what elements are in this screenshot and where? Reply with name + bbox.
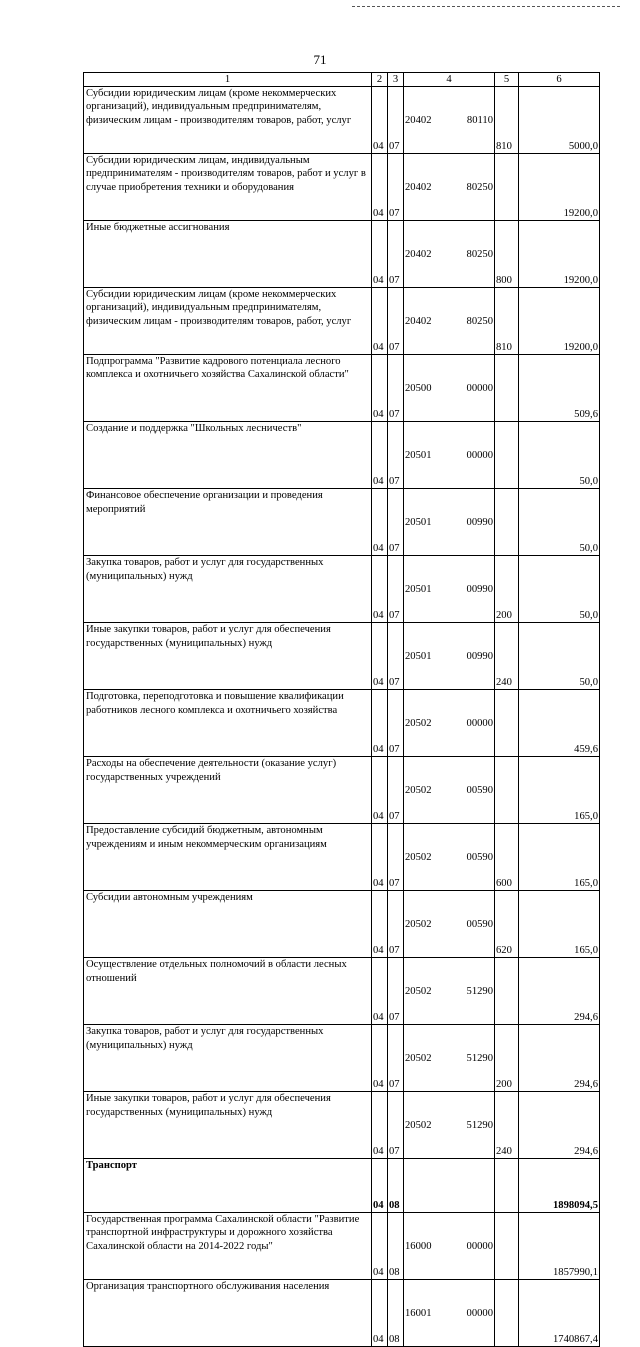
table-row bbox=[84, 891, 600, 958]
cell-target-article bbox=[404, 958, 495, 1025]
table-row bbox=[84, 556, 600, 623]
cell-direction-code: 00590 bbox=[466, 851, 493, 863]
cell-direction-code: 51290 bbox=[466, 985, 493, 997]
table-row bbox=[84, 288, 600, 355]
cell-expense-type bbox=[495, 422, 519, 489]
cell-direction-code: 80250 bbox=[466, 315, 493, 327]
cell-direction-code: 80250 bbox=[466, 181, 493, 193]
cell-expense-type bbox=[495, 1280, 519, 1347]
cell-expense-type: 240 bbox=[495, 1092, 519, 1159]
cell-subsection: 07 bbox=[388, 422, 404, 489]
cell-section: 04 bbox=[372, 757, 388, 824]
cell-name: Субсидии юридическим лицам (кроме некоммерческих организаций), индивидуальным предпринимателям, физическим лицам - производителям товаров, работ, услуг bbox=[84, 87, 372, 154]
cell-subsection: 07 bbox=[388, 757, 404, 824]
cell-direction-code: 00000 bbox=[466, 1307, 493, 1319]
table-row bbox=[84, 958, 600, 1025]
cell-expense-type: 200 bbox=[495, 556, 519, 623]
cell-expense-type bbox=[495, 1213, 519, 1280]
cell-program-code: 20501 bbox=[405, 449, 432, 461]
cell-subsection: 07 bbox=[388, 824, 404, 891]
cell-expense-type: 810 bbox=[495, 288, 519, 355]
cell-target-article bbox=[404, 690, 495, 757]
cell-name: Закупка товаров, работ и услуг для государственных (муниципальных) нужд bbox=[84, 1025, 372, 1092]
cell-subsection: 07 bbox=[388, 87, 404, 154]
cell-amount: 19200,0 bbox=[519, 154, 600, 221]
table-row bbox=[84, 757, 600, 824]
cell-name: Субсидии юридическим лицам, индивидуальным предпринимателям - производителям товаров, работ и услуг в случае приобретения техники и оборудования bbox=[84, 154, 372, 221]
table-row bbox=[84, 1159, 600, 1213]
cell-expense-type: 810 bbox=[495, 87, 519, 154]
cell-section: 04 bbox=[372, 824, 388, 891]
cell-direction-code: 00990 bbox=[466, 516, 493, 528]
cell-subsection: 08 bbox=[388, 1159, 404, 1213]
cell-subsection: 07 bbox=[388, 556, 404, 623]
cell-expense-type bbox=[495, 489, 519, 556]
cell-direction-code: 00590 bbox=[466, 784, 493, 796]
cell-name: Иные закупки товаров, работ и услуг для обеспечения государственных (муниципальных) нужд bbox=[84, 1092, 372, 1159]
cell-amount: 1857990,1 bbox=[519, 1213, 600, 1280]
cell-name: Субсидии юридическим лицам (кроме некоммерческих организаций), индивидуальным предпринимателям, физическим лицам - производителям товаров, работ, услуг bbox=[84, 288, 372, 355]
cell-section: 04 bbox=[372, 355, 388, 422]
table-row bbox=[84, 87, 600, 154]
cell-target-article bbox=[404, 489, 495, 556]
cell-direction-code: 00000 bbox=[466, 449, 493, 461]
cell-expense-type bbox=[495, 355, 519, 422]
cell-program-code: 20501 bbox=[405, 516, 432, 528]
cell-target-article bbox=[404, 87, 495, 154]
cell-program-code: 20502 bbox=[405, 1119, 432, 1131]
cell-program-code: 20502 bbox=[405, 985, 432, 997]
cell-section: 04 bbox=[372, 1025, 388, 1092]
cell-target-article bbox=[404, 1213, 495, 1280]
cell-section: 04 bbox=[372, 154, 388, 221]
cell-direction-code: 51290 bbox=[466, 1052, 493, 1064]
cell-amount: 294,6 bbox=[519, 1025, 600, 1092]
cell-amount: 50,0 bbox=[519, 489, 600, 556]
cell-expense-type bbox=[495, 757, 519, 824]
cell-section: 04 bbox=[372, 891, 388, 958]
cell-program-code: 20402 bbox=[405, 181, 432, 193]
cell-subsection: 07 bbox=[388, 690, 404, 757]
cell-expense-type bbox=[495, 958, 519, 1025]
cell-program-code: 20502 bbox=[405, 717, 432, 729]
cell-section: 04 bbox=[372, 1092, 388, 1159]
table-row bbox=[84, 1092, 600, 1159]
cell-direction-code: 00990 bbox=[466, 583, 493, 595]
cell-amount: 165,0 bbox=[519, 824, 600, 891]
cell-expense-type: 240 bbox=[495, 623, 519, 690]
cell-direction-code: 00000 bbox=[466, 717, 493, 729]
cell-section: 04 bbox=[372, 288, 388, 355]
cell-amount: 294,6 bbox=[519, 1092, 600, 1159]
cell-section: 04 bbox=[372, 1159, 388, 1213]
cell-amount: 19200,0 bbox=[519, 221, 600, 288]
table-row bbox=[84, 355, 600, 422]
cell-section: 04 bbox=[372, 221, 388, 288]
cell-program-code: 20402 bbox=[405, 248, 432, 260]
cell-target-article bbox=[404, 623, 495, 690]
cell-direction-code: 00000 bbox=[466, 1240, 493, 1252]
cell-direction-code: 80110 bbox=[466, 114, 493, 126]
cell-name: Подготовка, переподготовка и повышение квалификации работников лесного комплекса и охотничьего хозяйства bbox=[84, 690, 372, 757]
table-row bbox=[84, 1213, 600, 1280]
cell-section: 04 bbox=[372, 1280, 388, 1347]
cell-subsection: 07 bbox=[388, 891, 404, 958]
cell-subsection: 07 bbox=[388, 288, 404, 355]
cell-subsection: 07 bbox=[388, 489, 404, 556]
cell-section: 04 bbox=[372, 87, 388, 154]
cell-amount: 50,0 bbox=[519, 556, 600, 623]
cell-target-article bbox=[404, 221, 495, 288]
header-col-4: 4 bbox=[404, 73, 495, 87]
cell-program-code: 20502 bbox=[405, 918, 432, 930]
cell-amount: 165,0 bbox=[519, 891, 600, 958]
cell-target-article bbox=[404, 891, 495, 958]
cell-target-article bbox=[404, 824, 495, 891]
cell-section: 04 bbox=[372, 556, 388, 623]
cell-target-article bbox=[404, 422, 495, 489]
cell-program-code: 20501 bbox=[405, 583, 432, 595]
cell-name: Подпрограмма "Развитие кадрового потенциала лесного комплекса и охотничьего хозяйства Сахалинской области" bbox=[84, 355, 372, 422]
cell-name: Иные бюджетные ассигнования bbox=[84, 221, 372, 288]
header-col-6: 6 bbox=[519, 73, 600, 87]
cell-target-article bbox=[404, 154, 495, 221]
cell-program-code: 20502 bbox=[405, 1052, 432, 1064]
cell-subsection: 07 bbox=[388, 1092, 404, 1159]
top-dashed-rule bbox=[352, 6, 620, 7]
cell-name: Закупка товаров, работ и услуг для государственных (муниципальных) нужд bbox=[84, 556, 372, 623]
cell-amount: 1740867,4 bbox=[519, 1280, 600, 1347]
cell-direction-code: 80250 bbox=[466, 248, 493, 260]
cell-target-article bbox=[404, 1280, 495, 1347]
table-body bbox=[84, 87, 600, 1347]
budget-table bbox=[83, 72, 600, 1347]
cell-amount: 5000,0 bbox=[519, 87, 600, 154]
cell-program-code: 16000 bbox=[405, 1240, 432, 1252]
cell-amount: 50,0 bbox=[519, 623, 600, 690]
table-row bbox=[84, 1025, 600, 1092]
cell-expense-type: 600 bbox=[495, 824, 519, 891]
cell-direction-code: 00590 bbox=[466, 918, 493, 930]
cell-expense-type: 800 bbox=[495, 221, 519, 288]
cell-name: Финансовое обеспечение организации и проведения мероприятий bbox=[84, 489, 372, 556]
cell-target-article bbox=[404, 556, 495, 623]
cell-subsection: 08 bbox=[388, 1213, 404, 1280]
cell-amount: 50,0 bbox=[519, 422, 600, 489]
cell-subsection: 07 bbox=[388, 221, 404, 288]
cell-direction-code: 00000 bbox=[466, 382, 493, 394]
cell-direction-code: 51290 bbox=[466, 1119, 493, 1131]
table-row bbox=[84, 221, 600, 288]
cell-direction-code: 00990 bbox=[466, 650, 493, 662]
header-row bbox=[84, 73, 600, 87]
cell-expense-type bbox=[495, 690, 519, 757]
cell-target-article bbox=[404, 757, 495, 824]
cell-name: Предоставление субсидий бюджетным, автономным учреждениям и иным некоммерческим организациям bbox=[84, 824, 372, 891]
cell-section: 04 bbox=[372, 690, 388, 757]
header-col-3: 3 bbox=[388, 73, 404, 87]
cell-subsection: 07 bbox=[388, 154, 404, 221]
cell-program-code: 20502 bbox=[405, 851, 432, 863]
cell-target-article bbox=[404, 355, 495, 422]
header-col-2: 2 bbox=[372, 73, 388, 87]
cell-name: Осуществление отдельных полномочий в области лесных отношений bbox=[84, 958, 372, 1025]
cell-target-article bbox=[404, 288, 495, 355]
table-row bbox=[84, 824, 600, 891]
cell-subsection: 07 bbox=[388, 1025, 404, 1092]
cell-amount: 509,6 bbox=[519, 355, 600, 422]
cell-target-article bbox=[404, 1025, 495, 1092]
table-row bbox=[84, 623, 600, 690]
header-col-1: 1 bbox=[84, 73, 372, 87]
cell-name: Создание и поддержка "Школьных лесничеств" bbox=[84, 422, 372, 489]
cell-name: Расходы на обеспечение деятельности (оказание услуг) государственных учреждений bbox=[84, 757, 372, 824]
cell-name: Организация транспортного обслуживания населения bbox=[84, 1280, 372, 1347]
cell-name: Иные закупки товаров, работ и услуг для обеспечения государственных (муниципальных) нужд bbox=[84, 623, 372, 690]
cell-amount: 1898094,5 bbox=[519, 1159, 600, 1213]
cell-target-article bbox=[404, 1092, 495, 1159]
cell-section: 04 bbox=[372, 623, 388, 690]
cell-subsection: 07 bbox=[388, 623, 404, 690]
table-row bbox=[84, 1280, 600, 1347]
table-row bbox=[84, 489, 600, 556]
cell-expense-type: 620 bbox=[495, 891, 519, 958]
cell-expense-type bbox=[495, 154, 519, 221]
table-row bbox=[84, 422, 600, 489]
page-number: 71 bbox=[313, 52, 327, 67]
cell-section: 04 bbox=[372, 489, 388, 556]
cell-expense-type: 200 bbox=[495, 1025, 519, 1092]
cell-program-code: 20402 bbox=[405, 114, 432, 126]
cell-section: 04 bbox=[372, 958, 388, 1025]
cell-amount: 19200,0 bbox=[519, 288, 600, 355]
cell-target-article bbox=[404, 1159, 495, 1213]
cell-name: Субсидии автономным учреждениям bbox=[84, 891, 372, 958]
table-row bbox=[84, 690, 600, 757]
cell-program-code: 20501 bbox=[405, 650, 432, 662]
cell-program-code: 16001 bbox=[405, 1307, 432, 1319]
header-col-5: 5 bbox=[495, 73, 519, 87]
cell-subsection: 07 bbox=[388, 958, 404, 1025]
cell-program-code: 20500 bbox=[405, 382, 432, 394]
cell-section: 04 bbox=[372, 422, 388, 489]
cell-name: Государственная программа Сахалинской области "Развитие транспортной инфраструктуры и дорожного хозяйства Сахалинской области на 2014-2022 годы" bbox=[84, 1213, 372, 1280]
table-header bbox=[84, 73, 600, 87]
cell-amount: 459,6 bbox=[519, 690, 600, 757]
cell-subsection: 08 bbox=[388, 1280, 404, 1347]
cell-expense-type bbox=[495, 1159, 519, 1213]
cell-name: Транспорт bbox=[84, 1159, 372, 1213]
cell-subsection: 07 bbox=[388, 355, 404, 422]
cell-section: 04 bbox=[372, 1213, 388, 1280]
table-row bbox=[84, 154, 600, 221]
cell-amount: 165,0 bbox=[519, 757, 600, 824]
cell-program-code: 20402 bbox=[405, 315, 432, 327]
cell-program-code: 20502 bbox=[405, 784, 432, 796]
cell-amount: 294,6 bbox=[519, 958, 600, 1025]
